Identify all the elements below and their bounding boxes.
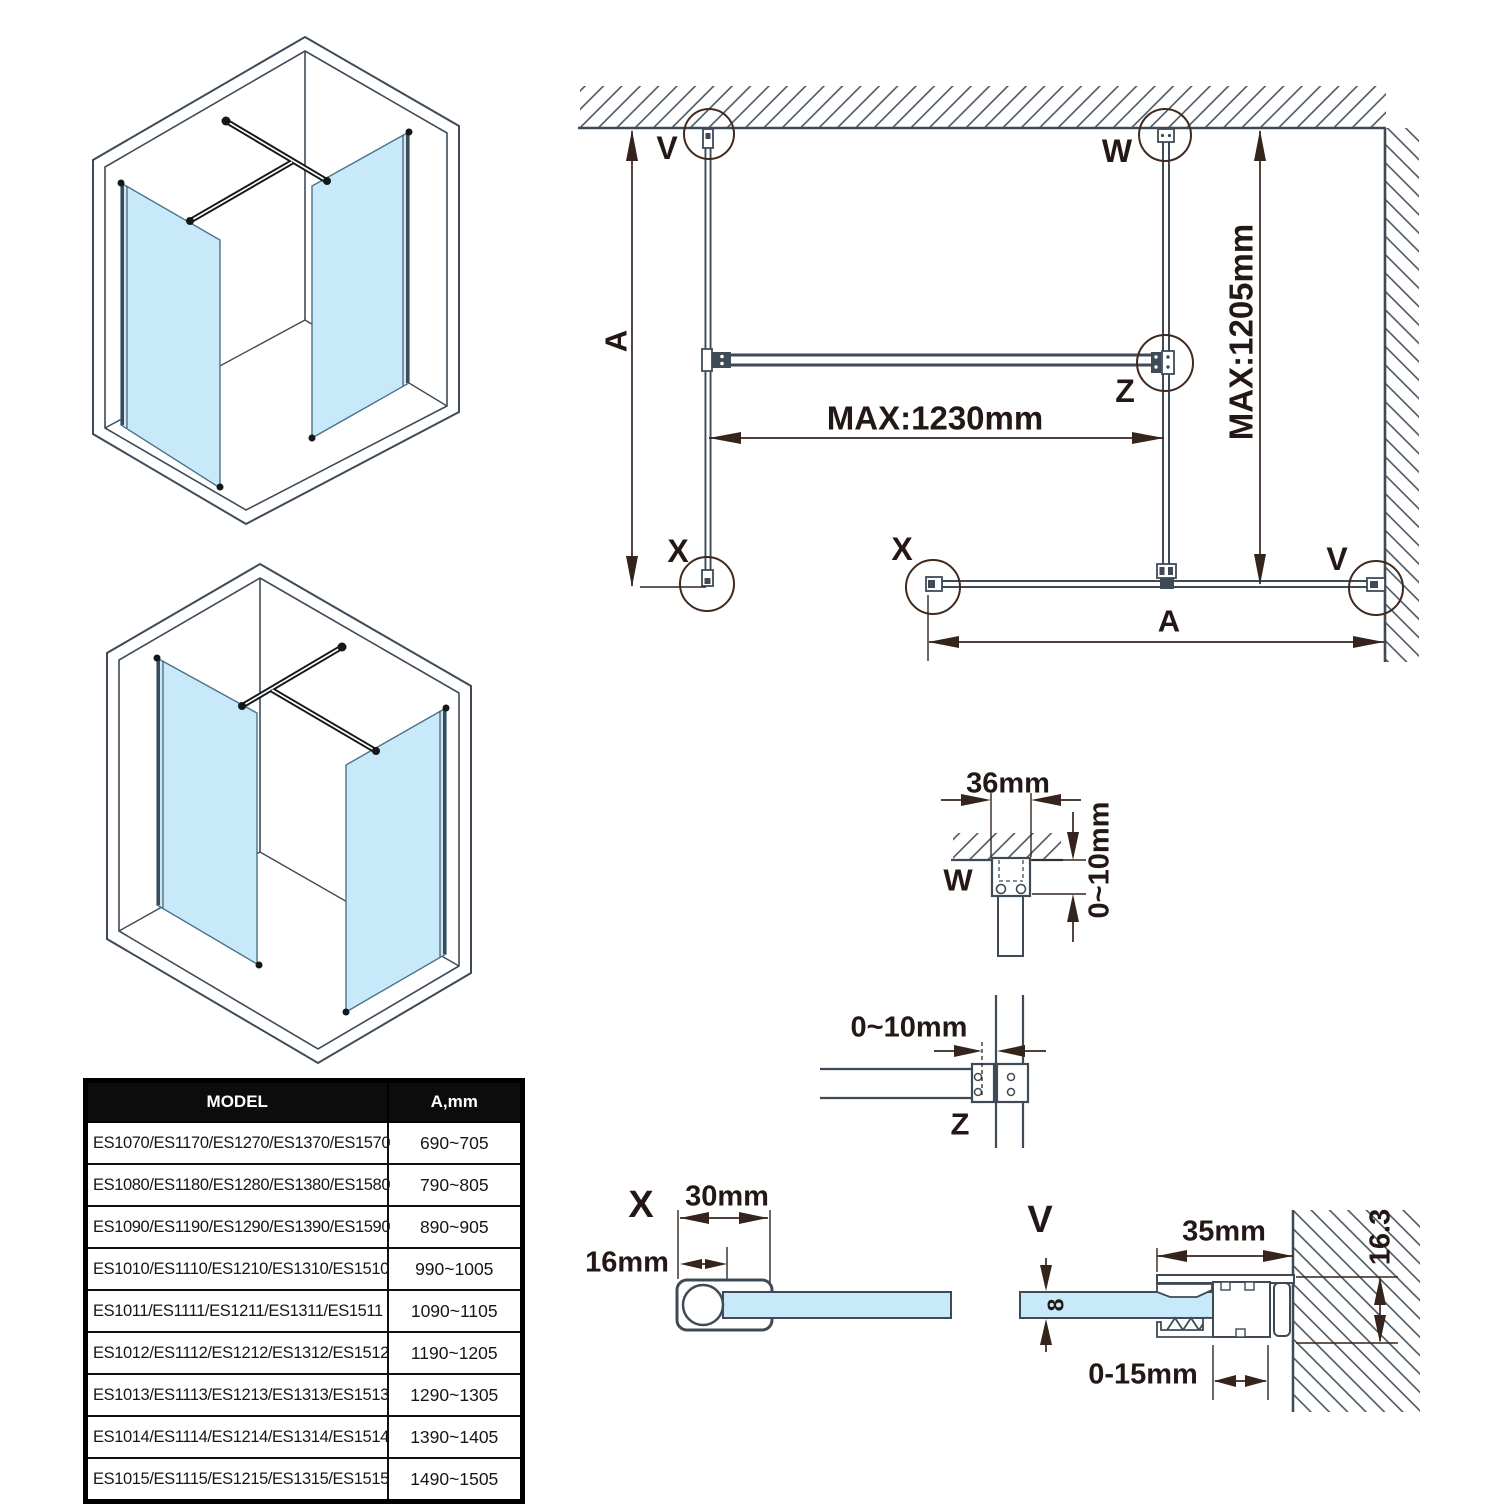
detail-v-dim-width: 35mm xyxy=(1182,1215,1266,1248)
model-cell: ES1070/ES1170/ES1270/ES1370/ES1570 xyxy=(86,1122,388,1164)
plan-label-v-top: V xyxy=(656,130,678,166)
model-cell: ES1013/ES1113/ES1213/ES1313/ES1513 xyxy=(86,1374,388,1416)
table-row xyxy=(86,1332,523,1374)
cap-tube xyxy=(683,1285,723,1325)
plan-dim-a-vertical: A xyxy=(598,329,634,353)
table-row xyxy=(86,1206,523,1248)
detail-z-dim-gap: 0~10mm xyxy=(850,1011,968,1044)
table-header-row xyxy=(86,1081,523,1123)
plan-label-w-top: W xyxy=(1101,133,1133,169)
amm-cell: 990~1005 xyxy=(388,1248,523,1290)
table-row xyxy=(86,1416,523,1458)
amm-cell: 790~805 xyxy=(388,1164,523,1206)
screw xyxy=(1017,885,1026,894)
model-cell: ES1014/ES1114/ES1214/ES1314/ES1514 xyxy=(86,1416,388,1458)
brace-clamp-z xyxy=(1151,352,1161,373)
isometric-view-1 xyxy=(93,37,459,524)
model-cell: ES1090/ES1190/ES1290/ES1390/ES1590 xyxy=(86,1206,388,1248)
ceiling-wall-hatch xyxy=(580,86,1386,128)
detail-x-dim-width: 30mm xyxy=(685,1180,769,1213)
model-cell: ES1012/ES1112/ES1212/ES1312/ES1512 xyxy=(86,1332,388,1374)
glass-panel-left xyxy=(121,183,220,488)
support-bars xyxy=(190,121,327,221)
ceiling-bracket-w xyxy=(1158,129,1174,142)
detail-v-label: V xyxy=(1027,1199,1053,1241)
plan-dim-max-width: MAX:1230mm xyxy=(826,399,1044,437)
detail-v-dim-height: 16.3 xyxy=(1364,1208,1397,1266)
detail-w-dim-width: 36mm xyxy=(966,767,1050,800)
table-row xyxy=(86,1374,523,1416)
detail-w-label: W xyxy=(943,862,973,898)
plan-label-v-right: V xyxy=(1326,541,1348,577)
detail-x-label: X xyxy=(628,1184,654,1226)
table-row xyxy=(86,1122,523,1164)
detail-z-label: Z xyxy=(950,1106,970,1142)
plan-dim-max-height: MAX:1205mm xyxy=(1222,223,1260,441)
glass-panel-right xyxy=(346,708,446,1012)
amm-cell: 690~705 xyxy=(388,1122,523,1164)
detail-x-dim-offset: 16mm xyxy=(585,1246,669,1279)
wall-hatch xyxy=(1294,1210,1420,1412)
plan-label-x-left: X xyxy=(667,533,689,569)
plan-arrowheads xyxy=(626,130,1384,648)
screw xyxy=(997,885,1006,894)
support-bars xyxy=(242,647,376,751)
screw xyxy=(1008,1074,1015,1081)
brace-clamp-left xyxy=(702,349,712,371)
model-cell: ES1010/ES1110/ES1210/ES1310/ES1510 xyxy=(86,1248,388,1290)
amm-cell: 1490~1505 xyxy=(388,1458,523,1502)
model-cell: ES1015/ES1115/ES1215/ES1315/ES1515 xyxy=(86,1458,388,1502)
column-header-amm: A,mm xyxy=(388,1081,523,1123)
plan-dim-a-horizontal: A xyxy=(1157,603,1181,639)
detail-x xyxy=(677,1210,951,1330)
amm-cell: 1390~1405 xyxy=(388,1416,523,1458)
detail-v-glass-thickness: 8 xyxy=(1042,1298,1069,1312)
isometric-view-2 xyxy=(107,564,471,1063)
screw xyxy=(975,1089,982,1096)
table-row xyxy=(86,1458,523,1502)
model-cell: ES1080/ES1180/ES1280/ES1380/ES1580 xyxy=(86,1164,388,1206)
ceiling-hatch xyxy=(953,833,1061,860)
plan-label-z-joint: Z xyxy=(1115,373,1135,409)
clamp-left xyxy=(972,1064,994,1102)
detail-w-dim-gap: 0~10mm xyxy=(1083,801,1116,919)
amm-cell: 1090~1105 xyxy=(388,1290,523,1332)
model-size-table xyxy=(83,1078,525,1504)
amm-cell: 1290~1305 xyxy=(388,1374,523,1416)
glass-panel xyxy=(723,1292,951,1318)
table-row xyxy=(86,1164,523,1206)
detail-v-wall-adjust: 0-15mm xyxy=(1088,1358,1198,1391)
plan-panels xyxy=(708,131,1368,584)
screw xyxy=(975,1074,982,1081)
column-header-model: MODEL xyxy=(86,1081,388,1123)
ceiling-pole xyxy=(998,896,1023,956)
model-cell: ES1011/ES1111/ES1211/ES1311/ES1511 xyxy=(86,1290,388,1332)
table-row xyxy=(86,1248,523,1290)
table-row xyxy=(86,1290,523,1332)
plan-label-x-bottom: X xyxy=(891,531,913,567)
clamp-right xyxy=(997,1064,1028,1102)
amm-cell: 1190~1205 xyxy=(388,1332,523,1374)
screw xyxy=(1008,1089,1015,1096)
plan-view xyxy=(578,86,1419,662)
amm-cell: 890~905 xyxy=(388,1206,523,1248)
